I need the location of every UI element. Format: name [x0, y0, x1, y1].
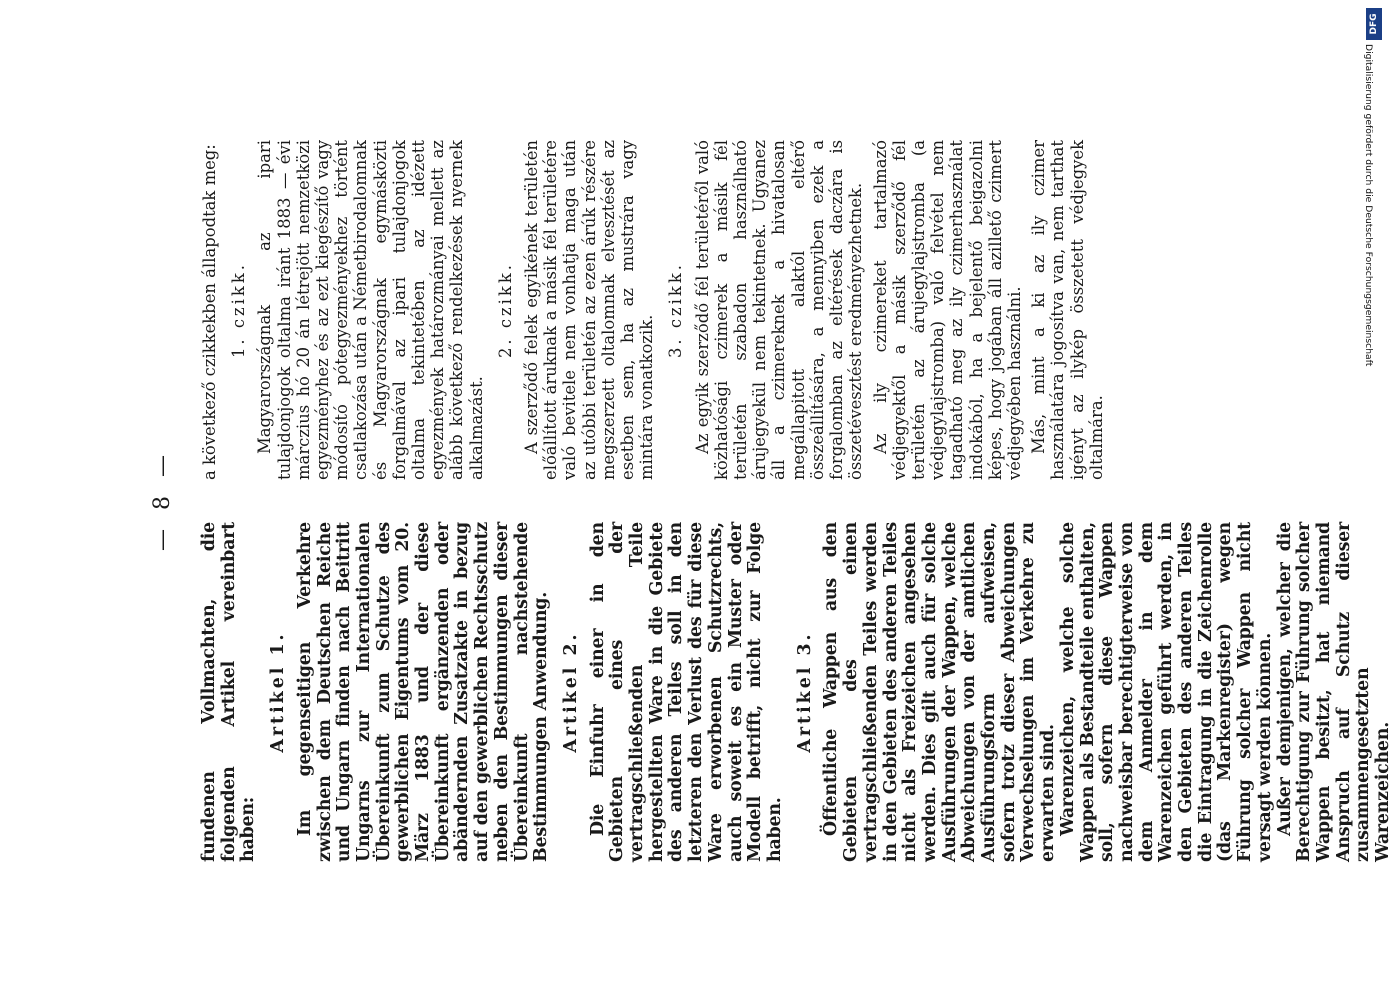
german-article3-paragraph-3: Außer demjenigen, welcher die Berechtigung zur Führung solcher Wappen besitzt, hat niemand Anspruch auf Schutz dieser zusammengesetzten Warenzeichen.: [1274, 522, 1394, 862]
hungarian-article3-paragraph-2: Az ily czimereket tartalmazó védjegyektől a másik szerződő fél területén az árujegylajstromba (a védjegylajstromba) való felvétel nem tagadható meg az ily czimerhasználat indokából, ha a bejelentő beigazolni képes, hogy jogában áll azillető czimert védjegyében használni.: [870, 140, 1024, 480]
hungarian-column: [200, 140, 1106, 480]
hungarian-article1-heading: 1. czikk.: [229, 262, 249, 358]
hungarian-article3-paragraph-1: Az egyik szerződő fél területéről való közhatósági czimerek a másik fél területén szabadon használható árujegyekül nem tekintetnek. Ugyanez áll a czimereknek a hivatalosan megállapitott alaktól eltérő összeállítására, a mennyiben ezek a forgalomban az eltérések daczára is összetévesztést eredményezhetnek.: [692, 140, 866, 480]
german-intro: fundenen Vollmachten, die folgenden Artikel vereinbart haben:: [199, 522, 259, 862]
credit-text: Digitalisierung gefördert durch die Deutsche Forschungsgemeinschaft: [1363, 44, 1374, 367]
german-article1-heading: Artikel 1.: [268, 631, 289, 753]
hungarian-article2-heading: 2. czikk.: [495, 262, 515, 358]
german-article3-paragraph-2: Warenzeichen, welche solche Wappen als Bestandteile enthalten, soll, sofern diese Wappen nachweisbar berechtigterweise von dem Anmelder in dem Warenzeichen geführt werden, in den Gebieten des anderen Teiles die Eintragung in die Zeichenrolle (das Markenregister) wegen Führung solcher Wappen nicht versagt werden können.: [1057, 522, 1275, 862]
digitization-credit: [1362, 44, 1374, 366]
german-article3-paragraph-1: Öffentliche Wappen aus den Gebieten des einen vertragschließenden Teiles werden in den Gebieten des anderen Teiles nicht als Freizeichen angesehen werden. Dies gilt auch für solche Ausführungen der Wappen, welche Abweichungen von der amtlichen Ausführungsform aufweisen, sofern trotz dieser Abweichungen Verwechselungen im Verkehre zu erwarten sind.: [821, 522, 1059, 862]
hungarian-article3-paragraph-3: Más, mint a ki az ily czimer használatára jogosítva van, nem tarthat igényt az ilykép összetett védjegyek oltalmára.: [1029, 140, 1106, 480]
hungarian-intro: a következő czikkekben állapodtak meg:: [200, 144, 219, 480]
german-article2-text: Die Einfuhr einer in den Gebieten eines der vertragschließenden Teile hergestellten Ware in die Gebiete des anderen Teiles soll in den letzteren den Verlust des für diese Ware erworbenen Schutzrechts, auch soweit es ein Muster oder Modell betrifft, nicht zur Folge haben.: [587, 522, 785, 862]
german-column: [200, 522, 1394, 862]
dfg-logo: [1366, 8, 1382, 40]
page-number: — 8 —: [150, 449, 175, 551]
german-article1-text: Im gegenseitigen Verkehre zwischen dem Deutschen Reiche und Ungarn finden nach Beitritt Ungarns zur Internationalen Übereinkunft zum Schutze des gewerblichen Eigentums vom 20. März 1883 und der diese Übereinkunft ergänzenden oder abändernden Zusatzakte in bezug auf den gewerblichen Rechtsschutz neben den Bestimmungen dieser Übereinkunft nachstehende Bestimmungen Anwendung.: [294, 522, 552, 862]
german-article3-heading: Artikel 3.: [794, 631, 815, 753]
hungarian-article2-text: A szerződő felek egyikének területén előállított áruknak a másik fél területére való bevitele nem vonhatja maga után az utóbbi területén az ezen árúk részére megszerzett oltalomnak elvesztését az esetben sem, ha az mustrára vagy mintára vonatkozik.: [522, 140, 657, 480]
german-article2-heading: Artikel 2.: [560, 631, 581, 753]
hungarian-article3-heading: 3. czikk.: [666, 262, 686, 358]
dfg-logo-text: DFG: [1369, 13, 1379, 35]
hungarian-article1-text: Magyarországnak az ipari tulajdonjogok oltalma iránt 1883 — évi márczius hó 20 án létrejött nemzetközi egyezményhez és az ezt kiegészítő vagy módosító pótegyezményekhez történt csatlakozása után a Németbirodalomnak és Magyarországnak egymásközti forgalmával az ipari tulajdonjogok oltalma tekintetében az idézett egyezmények határozmányai mellett az alább következő rendelkezések nyernek alkalmazást.: [255, 140, 486, 480]
